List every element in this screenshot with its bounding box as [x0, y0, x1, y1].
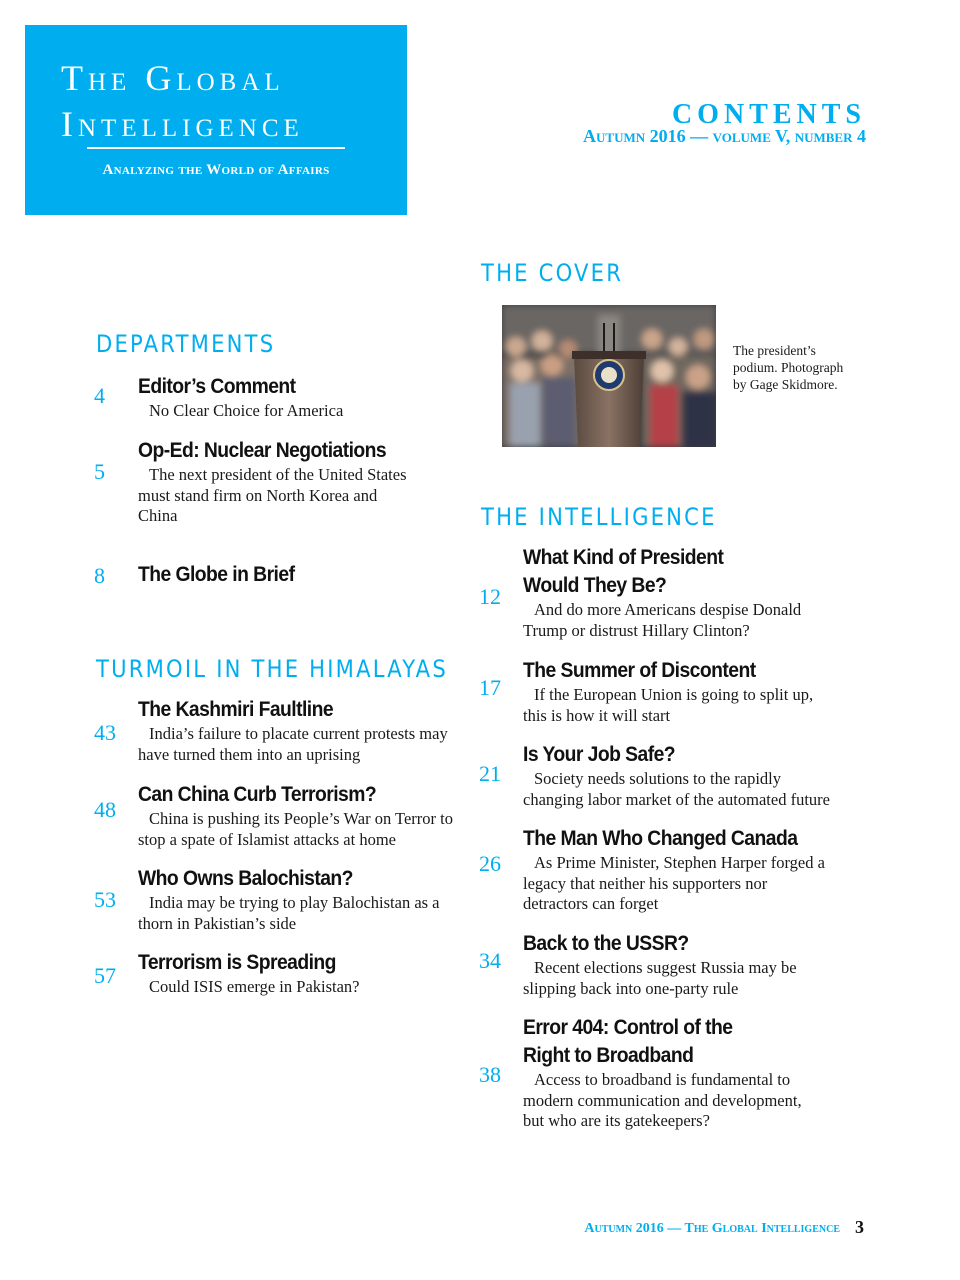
entry-title: The Kashmiri Faultline: [138, 698, 334, 721]
entry-title: The Summer of Discontent: [523, 659, 756, 682]
entry-title: Terrorism is Spreading: [138, 951, 336, 974]
toc-entry[interactable]: [94, 437, 418, 527]
toc-entry[interactable]: [94, 949, 458, 998]
entry-title: Editor’s Comment: [138, 375, 296, 398]
entry-title: Who Owns Balochistan?: [138, 867, 353, 890]
entry-title-line1: Error 404: Control of the: [523, 1016, 733, 1039]
entry-description: India may be trying to play Balochistan as a thorn in Pakistian’s side: [138, 893, 440, 933]
toc-entry[interactable]: [479, 544, 823, 641]
entry-title-line2: Right to Broadband: [523, 1044, 694, 1067]
entry-title: The Globe in Brief: [138, 563, 295, 586]
page-number: 8: [94, 563, 105, 588]
intelligence-heading: THE INTELLIGENCE: [481, 503, 717, 531]
entry-title: The Man Who Changed Canada: [523, 827, 798, 850]
entry-title-line1: What Kind of President: [523, 546, 724, 569]
toc-entry[interactable]: [479, 657, 833, 726]
magazine-title-line2: Intelligence: [61, 104, 304, 144]
entry-title: Back to the USSR?: [523, 932, 689, 955]
cover-photo: [502, 305, 716, 447]
cover-heading: THE COVER: [481, 259, 624, 287]
page-number: 5: [94, 459, 105, 484]
entry-title-line2: Would They Be?: [523, 574, 667, 597]
page-number: 43: [94, 720, 116, 745]
toc-entry[interactable]: [94, 781, 458, 850]
toc-entry[interactable]: [479, 825, 833, 915]
page-number: 4: [94, 383, 105, 408]
toc-entry[interactable]: [94, 865, 458, 934]
toc-entry[interactable]: [94, 696, 458, 765]
entry-title: Op-Ed: Nuclear Negotiations: [138, 439, 387, 462]
toc-entry[interactable]: [479, 1014, 823, 1132]
entry-description: And do more Americans despise Donald Trump or distrust Hillary Clinton?: [523, 600, 802, 640]
page-number: 12: [479, 584, 501, 609]
entry-description: China is pushing its People’s War on Terror to stop a spate of Islamist attacks at home: [138, 809, 453, 849]
contents-title: contents: [671, 87, 866, 132]
magazine-title-line1: The Global: [61, 58, 285, 98]
departments-heading: DEPARTMENTS: [96, 330, 276, 358]
cover-caption: The president’s podium. Photograph by Gage Skidmore.: [733, 343, 844, 392]
entry-description: No Clear Choice for America: [149, 401, 344, 420]
entry-description: India’s failure to placate current protests may have turned them into an uprising: [138, 724, 448, 764]
entry-description: Society needs solutions to the rapidly changing labor market of the automated future: [523, 769, 830, 809]
podium-photo: [502, 305, 716, 447]
page-number: 48: [94, 797, 116, 822]
entry-description: Could ISIS emerge in Pakistan?: [149, 977, 360, 996]
toc-entry[interactable]: [479, 741, 833, 810]
magazine-title: [61, 55, 381, 147]
issue-line: Autumn 2016 — volume V, number 4: [583, 126, 866, 146]
entry-description: If the European Union is going to split up, this is how it will start: [523, 685, 814, 725]
footer-page-number: 3: [855, 1217, 864, 1237]
page-number: 17: [479, 675, 501, 700]
masthead-divider: [87, 147, 345, 149]
turmoil-heading: TURMOIL IN THE HIMALAYAS: [96, 655, 448, 683]
entry-title: Is Your Job Safe?: [523, 743, 676, 766]
entry-description: Recent elections suggest Russia may be slipping back into one-party rule: [523, 958, 797, 998]
toc-entry[interactable]: [479, 930, 823, 999]
magazine-tagline: Analyzing the World of Affairs: [102, 162, 330, 178]
page-number: 53: [94, 887, 116, 912]
page-number: 57: [94, 963, 116, 988]
page-number: 38: [479, 1062, 501, 1087]
entry-description: The next president of the United States must stand firm on North Korea and China: [138, 465, 407, 525]
entry-description: As Prime Minister, Stephen Harper forged a legacy that neither his supporters nor detractors can forget: [523, 853, 825, 913]
page-number: 21: [479, 761, 501, 786]
masthead: [25, 25, 407, 215]
toc-entry[interactable]: [94, 373, 458, 422]
toc-entry[interactable]: [94, 561, 458, 589]
page-number: 26: [479, 851, 501, 876]
footer-text: Autumn 2016 — The Global Intelligence: [584, 1221, 840, 1236]
entry-description: Access to broadband is fundamental to modern communication and development, but who are its gatekeepers?: [523, 1070, 802, 1130]
entry-title: Can China Curb Terrorism?: [138, 783, 377, 806]
page-number: 34: [479, 948, 501, 973]
